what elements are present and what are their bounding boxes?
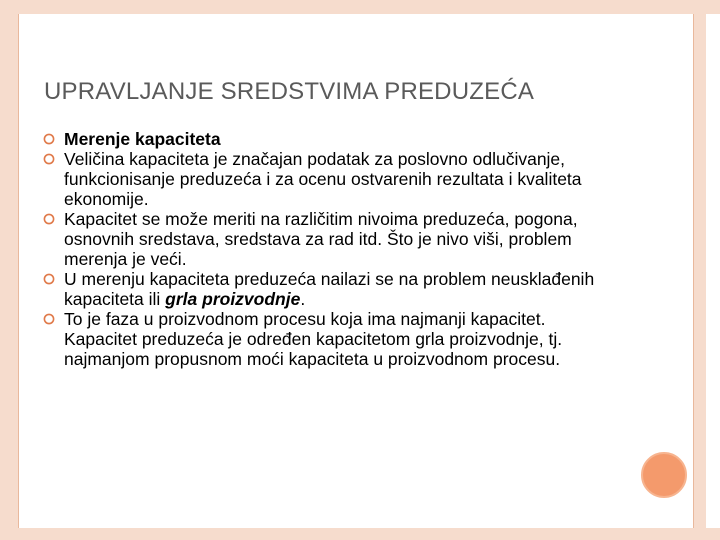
open-circle-icon	[42, 132, 56, 146]
bullet-list	[42, 129, 602, 369]
bullet-text-emphasis: grla proizvodnje	[165, 289, 301, 309]
decorative-circle	[641, 452, 687, 498]
bullet-text: Kapacitet se može meriti na različitim nivoima preduzeća, pogona, osnovnih sredstava, sredstava za rad itd. Što je nivo viši, problem merenja je veći.	[64, 209, 578, 269]
bullet-item	[42, 269, 602, 309]
bullet-item	[42, 309, 602, 369]
bullet-text-group	[64, 269, 602, 309]
bullet-text: Veličina kapaciteta je značajan podatak za poslovno odlučivanje, funkcionisanje preduzeća i za ocenu ostvarenih rezultata i kvaliteta ekonomije.	[64, 149, 582, 209]
bullet-text: Merenje kapaciteta	[64, 129, 221, 149]
bullet-text-part: U merenju kapaciteta preduzeća nailazi se na problem neusklađenih kapaciteta ili	[64, 269, 595, 309]
open-circle-icon	[42, 152, 56, 166]
bullet-item	[42, 129, 602, 149]
bullet-item	[42, 149, 602, 209]
frame-bottom	[0, 528, 720, 540]
frame-top	[0, 0, 720, 14]
open-circle-icon	[42, 312, 56, 326]
frame-left	[0, 0, 18, 540]
open-circle-icon	[42, 212, 56, 226]
bullet-item	[42, 209, 602, 269]
frame-right	[692, 0, 706, 540]
slide-title: UPRAVLJANJE SREDSTVIMA PREDUZEĆA	[44, 78, 535, 105]
bullet-text: To je faza u proizvodnom procesu koja ima najmanji kapacitet. Kapacitet preduzeća je određen kapacitetom grla proizvodnje, tj. najmanjom propusnom moći kapaciteta u proizvodnom procesu.	[64, 309, 563, 369]
open-circle-icon	[42, 272, 56, 286]
bullet-text-part: .	[300, 289, 306, 309]
